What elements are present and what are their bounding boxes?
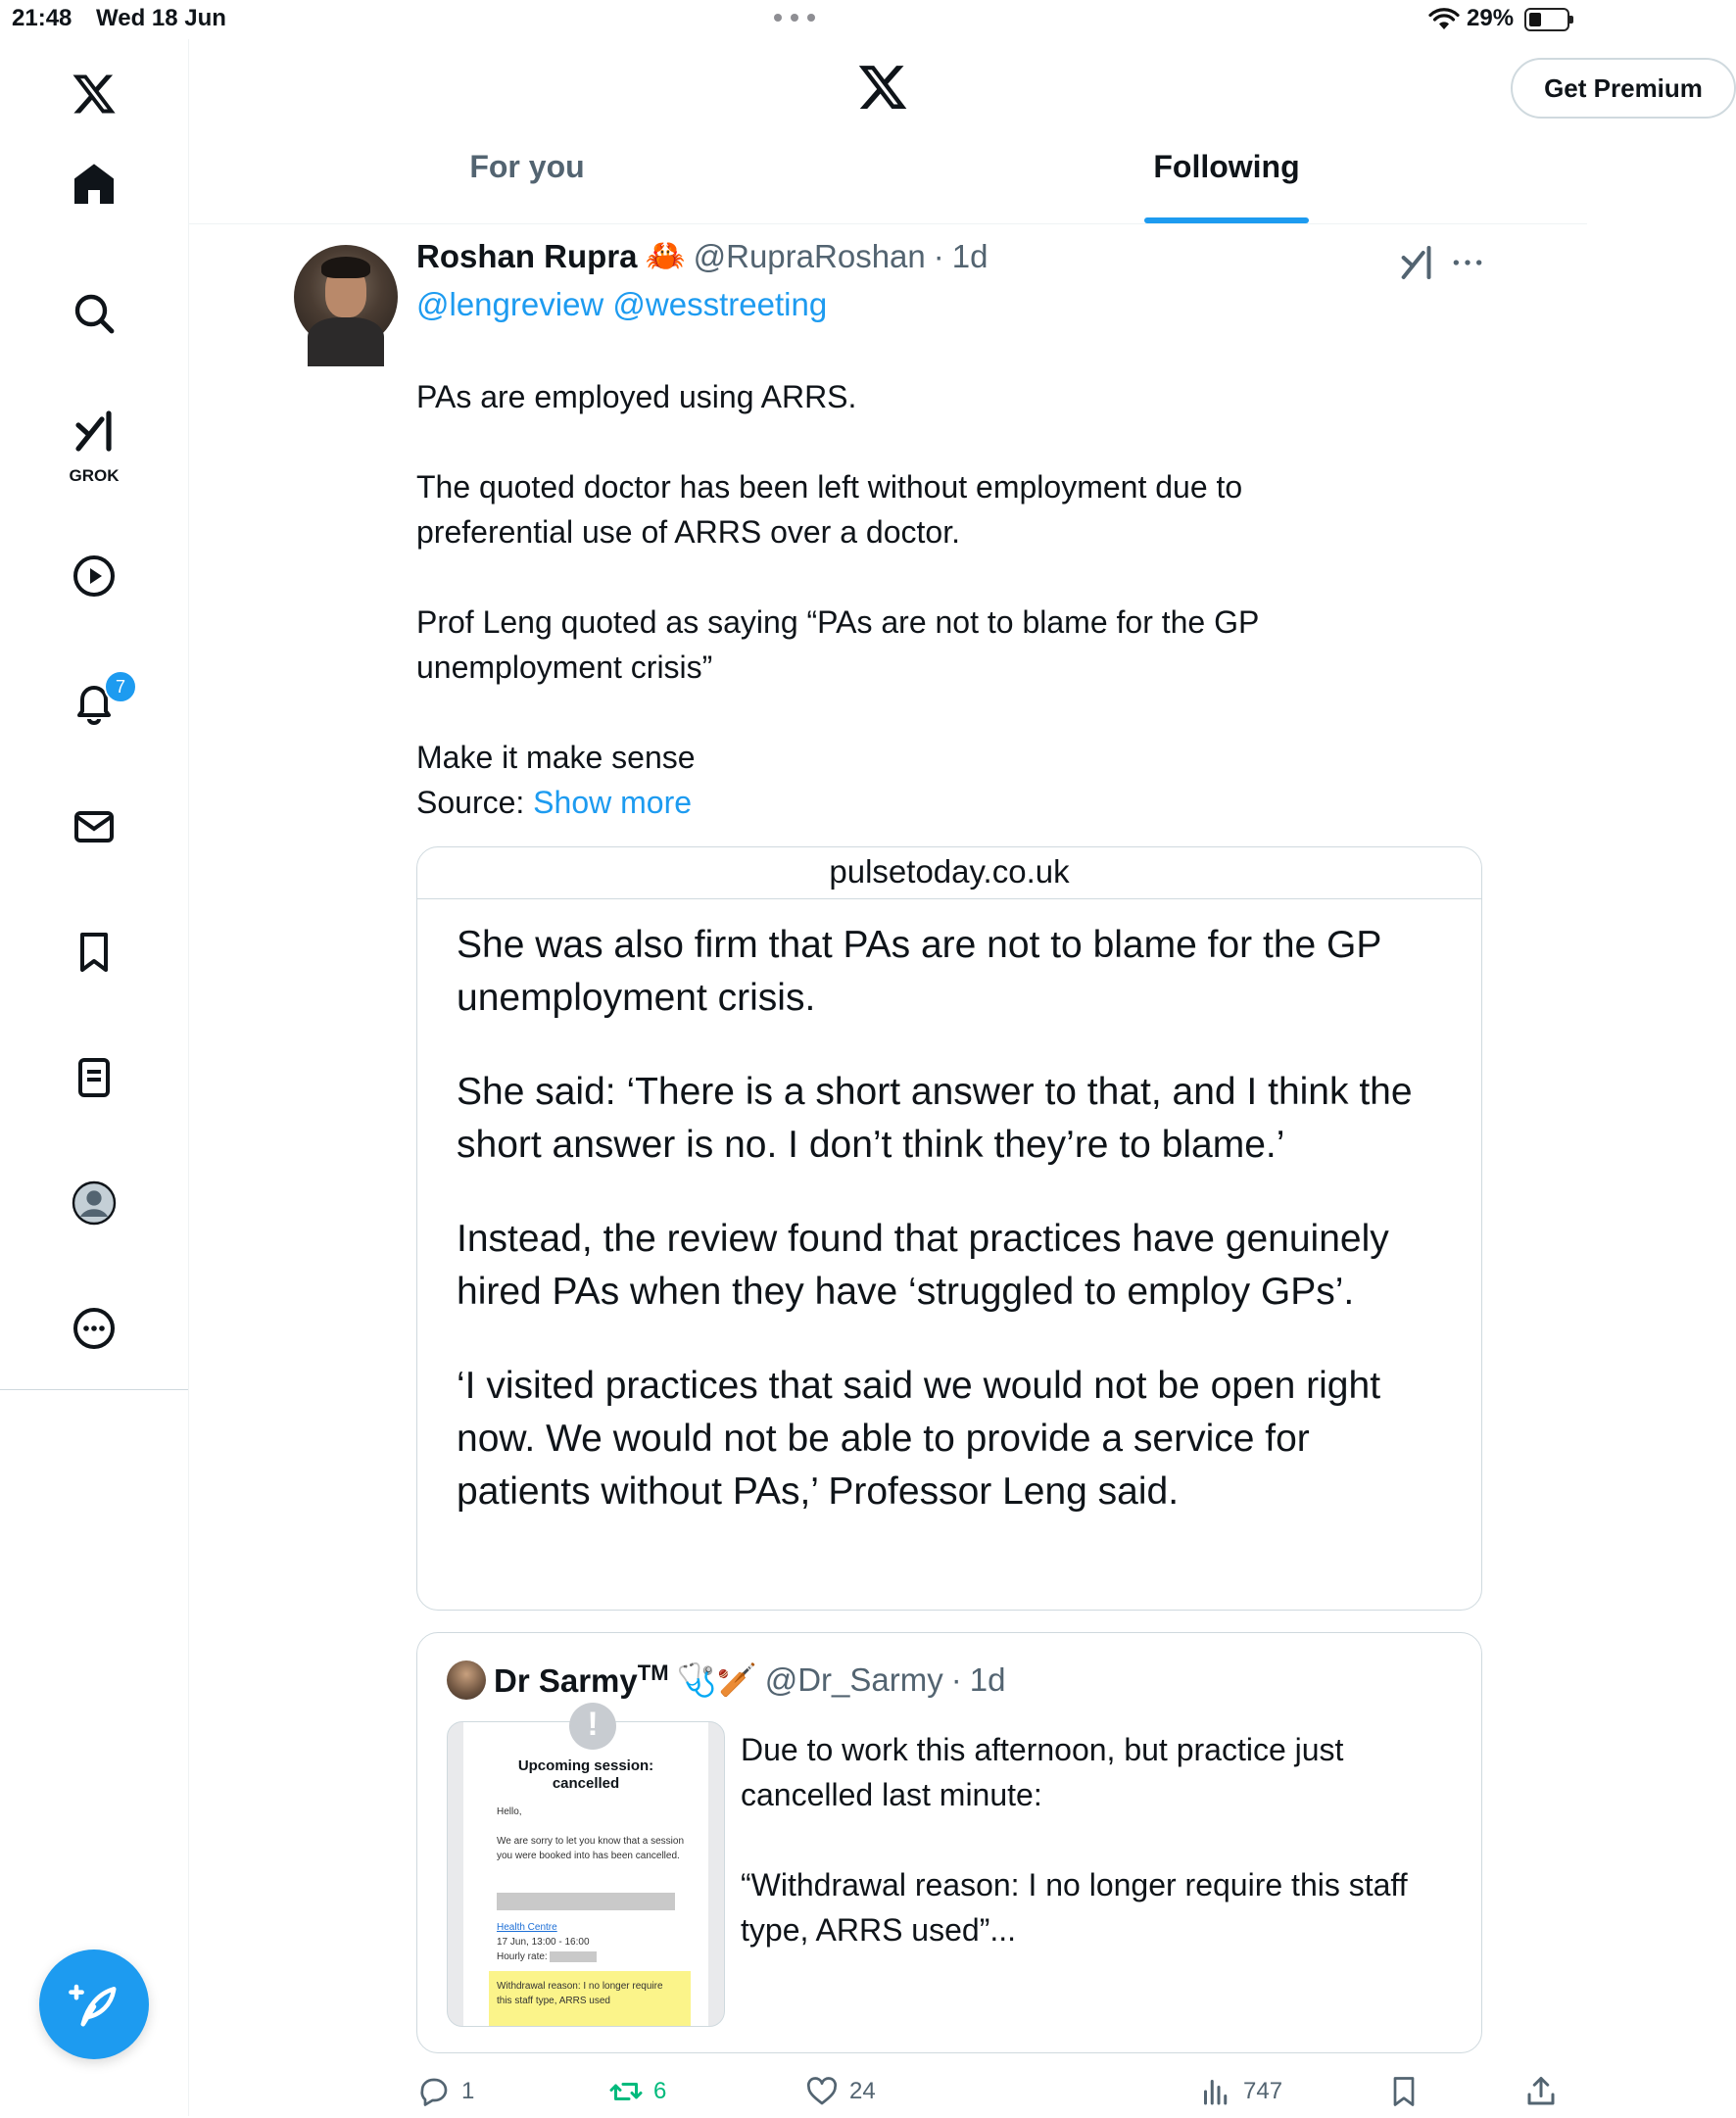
thumb-rate: Hourly rate: bbox=[497, 1950, 693, 1964]
quoted-author-handle: @Dr_Sarmy bbox=[764, 1661, 943, 1698]
bookmark-icon bbox=[1386, 2074, 1422, 2109]
compose-feather-icon bbox=[68, 1978, 121, 2031]
tab-following-label: Following bbox=[1153, 149, 1300, 184]
reply-icon bbox=[416, 2074, 452, 2109]
like-count: 24 bbox=[849, 2078, 876, 2104]
views-icon bbox=[1198, 2074, 1233, 2109]
home-icon[interactable] bbox=[55, 145, 133, 223]
video-icon[interactable] bbox=[55, 537, 133, 615]
views-button[interactable] bbox=[1198, 2069, 1282, 2114]
post-text bbox=[416, 374, 1396, 825]
repost-count: 6 bbox=[653, 2078, 667, 2104]
tab-for-you[interactable] bbox=[188, 149, 866, 223]
profile-avatar-icon[interactable] bbox=[55, 1164, 133, 1242]
share-button[interactable] bbox=[1523, 2069, 1559, 2114]
link-card[interactable] bbox=[416, 846, 1482, 1611]
quoted-post-text bbox=[741, 1727, 1426, 1998]
quoted-author-line bbox=[447, 1661, 1005, 1700]
repost-icon bbox=[608, 2074, 644, 2109]
thumb-centre: Health Centre bbox=[497, 1922, 557, 1933]
notifications-badge: 7 bbox=[104, 670, 137, 703]
wifi-icon bbox=[1428, 8, 1460, 31]
card-domain: pulsetoday.co.uk bbox=[417, 847, 1481, 899]
thumb-hello: Hello, bbox=[497, 1806, 522, 1817]
source-label: Source: bbox=[416, 785, 525, 820]
status-time: 21:48 bbox=[12, 5, 72, 31]
time-separator: · bbox=[950, 1661, 962, 1698]
multitasking-dots-icon[interactable] bbox=[770, 8, 819, 27]
heart-icon bbox=[804, 2074, 840, 2109]
post-paragraph: PAs are employed using ARRS. bbox=[416, 379, 857, 414]
trademark-mark: TM bbox=[637, 1661, 669, 1685]
quoted-post-time: 1d bbox=[969, 1661, 1006, 1698]
sidebar-nav bbox=[0, 39, 189, 2116]
post-source-line bbox=[416, 780, 1396, 825]
post-more-icon[interactable] bbox=[1448, 243, 1487, 282]
quoted-author-name: Dr Sarmy™ bbox=[494, 1661, 669, 1699]
reply-mentions bbox=[416, 286, 827, 323]
status-date: Wed 18 Jun bbox=[96, 5, 226, 31]
battery-icon bbox=[1524, 8, 1569, 31]
quoted-author-emojis: 🩺🏏 bbox=[676, 1661, 757, 1698]
bookmark-button[interactable] bbox=[1386, 2069, 1422, 2114]
author-name[interactable]: Roshan Rupra bbox=[416, 237, 638, 274]
status-bar bbox=[0, 0, 1587, 39]
quoted-post[interactable] bbox=[416, 1632, 1482, 2053]
quoted-post-image[interactable] bbox=[447, 1706, 725, 2027]
lists-icon[interactable] bbox=[55, 1038, 133, 1117]
alert-icon: ! bbox=[569, 1703, 616, 1750]
grok-icon[interactable] bbox=[55, 400, 133, 462]
x-logo-icon bbox=[856, 61, 909, 114]
compose-post-button[interactable] bbox=[39, 1950, 149, 2059]
card-paragraph: She said: ‘There is a short answer to that, and I think the short answer is no. I don’t think they’re to blame.’ bbox=[457, 1071, 1413, 1166]
mention-link[interactable]: @wesstreeting bbox=[612, 286, 828, 322]
grok-explain-icon[interactable] bbox=[1397, 243, 1436, 282]
mention-link[interactable]: @lengreview bbox=[416, 286, 604, 322]
quoted-paragraph: Due to work this afternoon, but practice just cancelled last minute: bbox=[741, 1732, 1344, 1812]
messages-icon[interactable] bbox=[55, 788, 133, 866]
post-author-line bbox=[416, 237, 988, 275]
share-icon bbox=[1523, 2074, 1559, 2109]
quoted-paragraph: “Withdrawal reason: I no longer require this staff type, ARRS used”... bbox=[741, 1867, 1408, 1948]
post-paragraph: Make it make sense bbox=[416, 740, 696, 775]
get-premium-button[interactable]: Get Premium bbox=[1511, 58, 1736, 119]
thumb-title: Upcoming session: cancelled bbox=[517, 1757, 654, 1792]
author-handle[interactable]: @RupraRoshan bbox=[693, 237, 926, 274]
bookmarks-icon[interactable] bbox=[55, 913, 133, 991]
sidebar-divider bbox=[0, 1389, 188, 1390]
battery-percent: 29% bbox=[1467, 5, 1515, 31]
author-emoji: 🦀 bbox=[645, 237, 686, 273]
quoted-author-avatar bbox=[447, 1661, 486, 1700]
card-paragraph: Instead, the review found that practices have genuinely hired PAs when they have ‘struggled to employ GPs’. bbox=[457, 1218, 1389, 1313]
thumb-time: 17 Jun, 13:00 - 16:00 bbox=[497, 1937, 590, 1948]
post-actions bbox=[416, 2069, 1553, 2118]
author-avatar[interactable] bbox=[294, 245, 398, 349]
post-paragraph: The quoted doctor has been left without employment due to preferential use of ARRS over a doctor. bbox=[416, 469, 1243, 550]
card-article-excerpt bbox=[417, 899, 1481, 1518]
x-logo-icon[interactable] bbox=[55, 55, 133, 133]
repost-button[interactable] bbox=[608, 2069, 666, 2114]
thumb-withdrawal: Withdrawal reason: I no longer require this staff type, ARRS used bbox=[497, 1981, 663, 2006]
card-paragraph: ‘I visited practices that said we would not be open right now. We would not be able to provide a service for patients without PAs,’ Professor Leng said. bbox=[457, 1365, 1381, 1513]
show-more-link[interactable]: Show more bbox=[533, 785, 693, 820]
search-icon[interactable] bbox=[55, 274, 133, 353]
post-paragraph: Prof Leng quoted as saying “PAs are not to blame for the GP unemployment crisis” bbox=[416, 604, 1259, 685]
card-paragraph: She was also firm that PAs are not to blame for the GP unemployment crisis. bbox=[457, 924, 1381, 1019]
timeline-header bbox=[188, 39, 1703, 224]
like-button[interactable] bbox=[804, 2069, 876, 2114]
reply-button[interactable] bbox=[416, 2069, 474, 2114]
post-time[interactable]: 1d bbox=[951, 237, 989, 274]
tab-following[interactable] bbox=[866, 149, 1587, 223]
redacted-bar bbox=[497, 1893, 675, 1910]
thumb-body: We are sorry to let you know that a session you were booked into has been cancelled. bbox=[497, 1836, 685, 1861]
more-options-icon[interactable] bbox=[55, 1289, 133, 1368]
tab-for-you-label: For you bbox=[469, 149, 585, 184]
post[interactable] bbox=[188, 223, 1587, 2116]
reply-count: 1 bbox=[461, 2078, 475, 2104]
views-count: 747 bbox=[1243, 2078, 1283, 2104]
time-separator: · bbox=[933, 237, 944, 274]
grok-label: GROK bbox=[69, 466, 120, 485]
